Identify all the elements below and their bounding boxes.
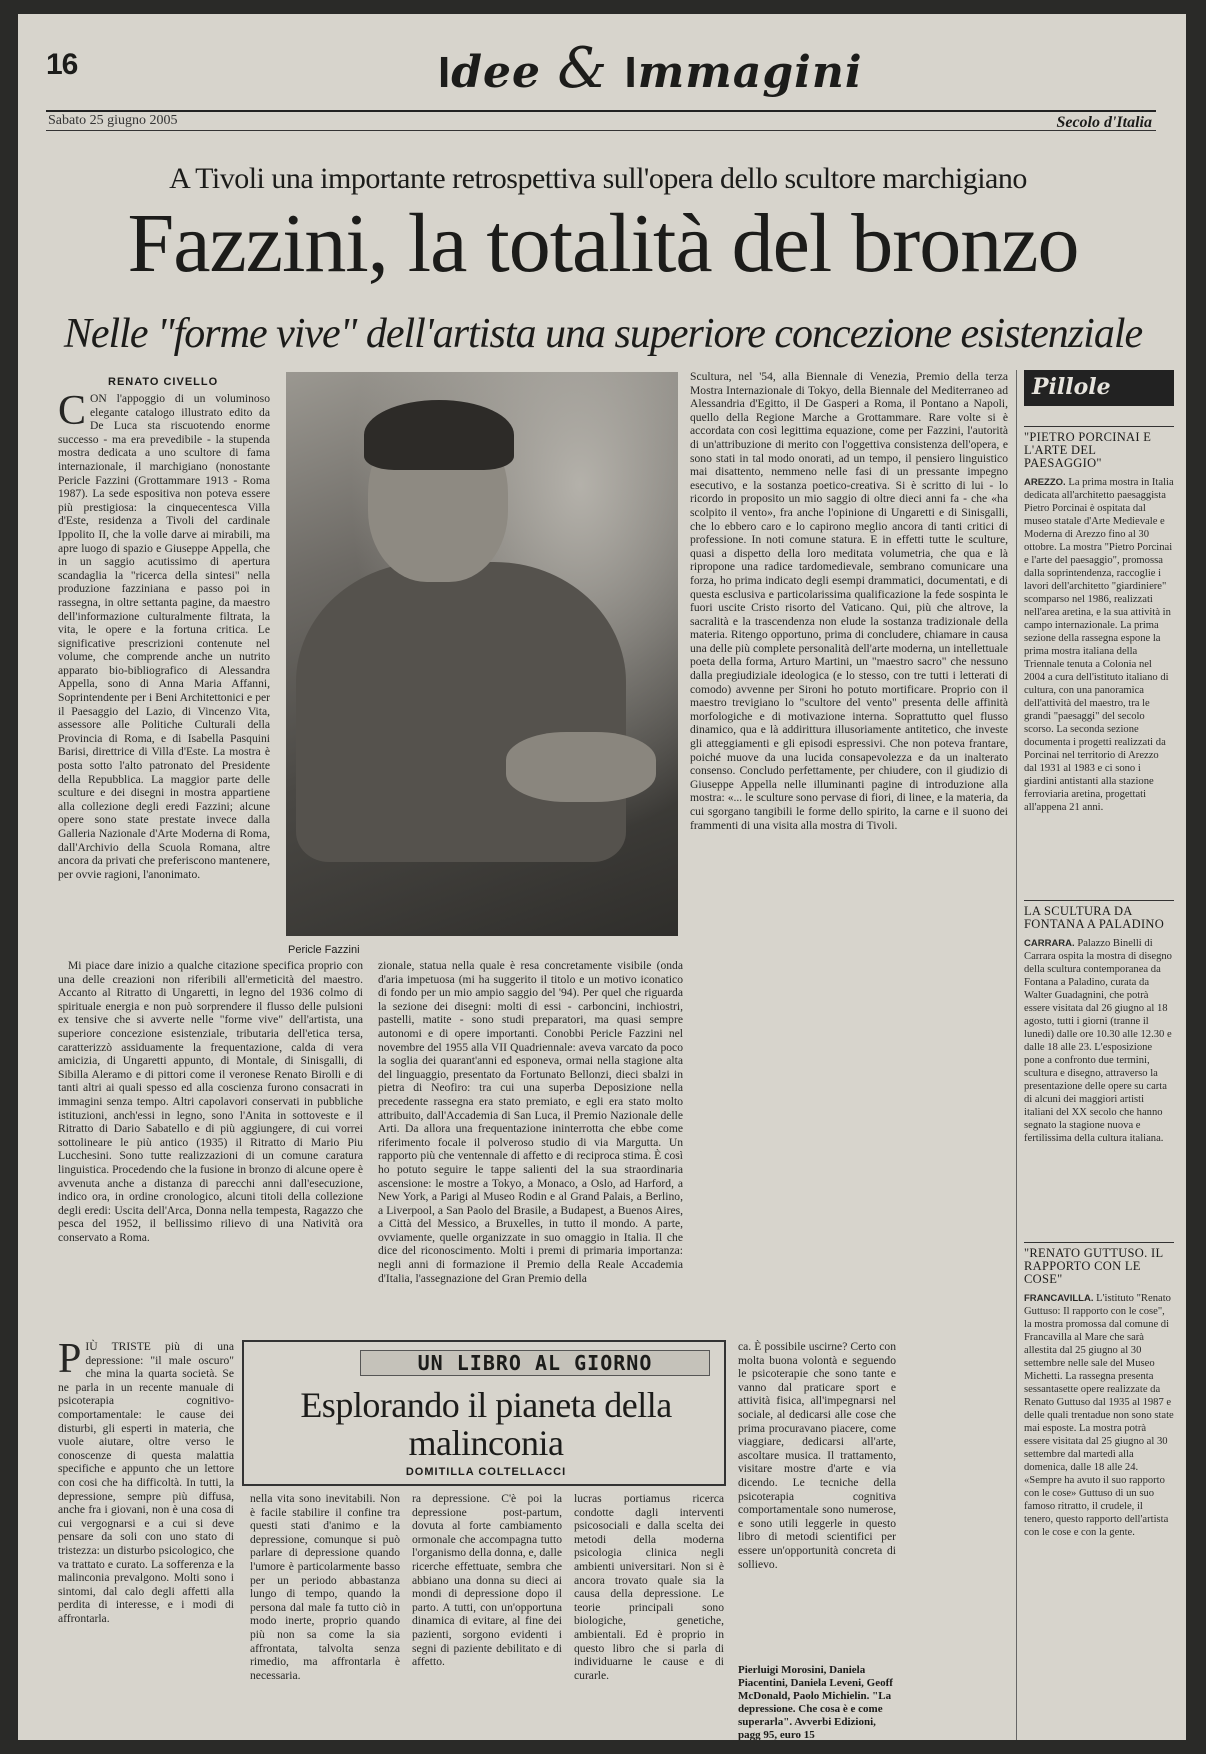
newspaper-page: [18, 14, 1186, 1740]
photo-pericle-fazzini: [286, 372, 678, 936]
section-letter-i2: I: [624, 48, 638, 97]
book-column-1: [250, 1492, 400, 1732]
book-column-2: [412, 1492, 562, 1732]
book-column-3-text: lucras portiamus ricerca condotte dagli interventi psicosociali e dalla scelta dei metodi della moderna psicologia clinica negli ambienti universitari. Non si è ancora trovato quale sia la causa della depressione. Le teorie principali sono biologiche, genetiche, ambientali. Ed è proprio in questo libro che si parla di individuarne le cause e di curarle.: [574, 1492, 724, 1682]
book-box: [242, 1340, 726, 1486]
sidebar-item-porcinai: [1024, 426, 1174, 814]
article-subhead: Nelle "forme vive" dell'artista una superiore concezione esistenziale: [63, 311, 1143, 357]
sidebar-item-body: CARRARA. Palazzo Binelli di Carrara ospita la mostra di disegno della scultura contemporanea da Fontana a Paladino, curata da Walter Guadagnini, che potrà essere visitata dal 26 giugno al 18 agosto, tutti i giorni (tranne il lunedì) dalle ore 10.30 alle 12.30 e dalle 18 alle 23. L'esposizione pone a confronto due termini, scultura e disegno, attraverso la presentazione delle opere su carta di alcuni dei maggiori artisti italiani del XX secolo che hanno segnato la stagione nuova e fertilissima della cultura italiana.: [1024, 938, 1172, 1144]
dropcap: C: [58, 388, 87, 434]
paper-name: Secolo d'Italia: [1056, 114, 1152, 131]
article-headline: Fazzini, la totalità del bronzo: [127, 197, 1079, 290]
book-column-1-text: nella vita sono inevitabili. Non è facile stabilire il confine tra questi stati d'animo e la depressione, comunque si può parlare di depressione quando l'umore è particolarmente basso per un periodo abbastanza lungo di tempo, quando la persona dal male fa tutto ciò in modo inerte, proprio quando più non sa come la sia affrontata, talvolta senza rimedio, ma affrontarla è necessaria.: [250, 1492, 400, 1682]
sidebar-item-title: "RENATO GUTTUSO. IL RAPPORTO CON LE COSE": [1024, 1242, 1174, 1286]
article-kicker: A Tivoli una importante retrospettiva sull'opera dello scultore marchigiano: [169, 162, 1027, 195]
photo-caption: Pericle Fazzini: [288, 944, 360, 956]
column-2-text: zionale, statua nella quale è resa concretamente visibile (onda d'aria impetuosa (mi ha suggerito il titolo e un motivo iconatico di fondo per un mio ampio saggio del '94). Per quel che riguarda la sezione dei disegni: molti di essi - carboncini, inchiostri, pastelli, matite - sono studi preparatori, ma quasi sempre autonomi e di opere importanti. Conobbi Pericle Fazzini nel novembre del 1955 alla VII Quadriennale: aveva varcato da poco la soglia dei quarant'anni ed esponeva, ormai nella stagione alta del linguaggio, presentato da Fortunato Bellonzi, dieci sbalzi in pietra di Neofiro: tra cui una superba Deposizione nella precedente rassegna era stato premiato, e egli era stato molto attribuito, dall'Accademia di San Luca, il Premio Nazionale delle Arti. Da allora una frequentazione ininterrotta che ebbe come riferimento focale il polveroso studio di via Margutta. Un rapporto più che ventennale di affetto e di reciproca stima. È così ho potuto seguire le tappe salienti del la sua straordinaria ascensione: le mostre a Tokyo, a Monaco, a Oslo, ad Harford, a New York, a Parigi al Museo Rodin e al Grand Palais, a Berlino, a Liverpool, a San Paolo del Brasile, a Budapest, a Buenos Aires, a Città del Messico, a Bruxelles, in tutto il mondo. A parte, ovviamente, quelle organizzate in suo omaggio in Italia. Il che dice del riconoscimento. Molti i premi di primaria importanza: negli anni di formazione il Premio della Reale Accademia d'Italia, l'assegnazione del Gran Premio della: [378, 959, 683, 1285]
article-byline: RENATO CIVELLO: [108, 376, 219, 388]
column-1-text: ON l'appoggio di un voluminoso elegante catalogo illustrato edito da De Luca sta riscuotendo enorme successo - ma era prevedibile - la stupenda mostra dedicata a uno scultore di fama internazionale, il marchigiano (nonostante Pericle Fazzini (Grottammare 1913 - Roma 1987). La sede espositiva non poteva essere più prestigiosa: la cinquecentesca Villa d'Este, residenza a Tivoli del cardinale Ippolito II, che la volle darve ai mirabili, ma apre luogo di spazio e Giuseppe Appella, che in un saggio acutissimo di apertura scandaglia la "ricerca della sintesi" nella produzione fazziniana e passo poi in rassegna, in oltre settanta pagine, da maestro dell'informazione culturalmente filtrata, la vita, le opere e la fortuna critica. Le significative prescrizioni contenute nel volume, che comprende anche un nutrito apparato bio-bibliografico di Alessandra Appella, sono di Anna Maria Affanni, Soprintendente per i Beni Architettonici e per il Paesaggio del Lazio, di Vincenzo Vita, assessore alle Politiche Culturali della Provincia di Roma, e di Isabella Pasquini Barisi, direttrice di Villa d'Este. La mostra è posta sotto l'alto patronato del Presidente della Repubblica. La maggior parte delle sculture e dei disegni in mostra appartiene alla collezione degli eredi Fazzini; alcune opere sono state prestate invece dalla Galleria Nazionale d'Arte Moderna di Roma, dall'Archivio della Scuola Romana, altre ancora da privati che preferiscono mantenere, per ovvie ragioni, l'anonimato.: [58, 392, 270, 881]
section-title: [438, 36, 863, 101]
sidebar-item-title: LA SCULTURA DA FONTANA A PALADINO: [1024, 900, 1174, 931]
book-column-0: [58, 1336, 234, 1730]
book-reference: Pierluigi Morosini, Daniela Piacentini, Daniela Leveni, Geoff McDonald, Paolo Michielin. "La depressione. Che cosa è e come superarla". Avverbi Edizioni, pagg 95, euro 15: [738, 1664, 893, 1740]
sidebar-item-title: "PIETRO PORCINAI E L'ARTE DEL PAESAGGIO": [1024, 426, 1174, 470]
sidebar-pillole: [1024, 370, 1174, 1740]
section-word-2: mmagini: [637, 47, 863, 98]
masthead-rule: [46, 110, 1156, 112]
book-column-4-text: ca. È possibile uscirne? Certo con molta buona volontà e seguendo le psicoterapie che sono tante e vanno dal praticare sport e attività fisica, all'impegnarsi nel sociale, al dedicarsi alle cose che prima procuravano piacere, come viaggiare, dedicarsi all'arte, ascoltare musica. Il trattamento, visitare mostre d'arte e via dicendo. Le tecniche della psicoterapia cognitiva comportamentale sono numerose, e sono utili leggerle in questo libro di metodi scientifici per essere un'opportunità concreta di sollievo.: [738, 1340, 896, 1571]
book-column-0-text: IÙ TRISTE più di una depressione: "il male oscuro" che mina la quarta società. Se ne parla in un recente manuale di psicoterapia cognitivo-comportamentale: le cause dei disturbi, gli esperti in materia, che vuole aiutare, oltre verso le conoscenze di questa malattia specifiche e appunto che un lettore con cosi che ha difficoltà. In tutti, la depressione, sempre più diffusa, anche fra i giovani, non è una cosa di cui vergognarsi e a cui si deve pensare da soli con uno stato di tristezza: un disturbo psicologico, che va trattato e curato. La sofferenza e la malinconia prevalgono. Molti sono i sintomi, dal calo degli affetti alla perdita di interesse, e i modi di affrontarla.: [58, 1340, 234, 1625]
sidebar-item-scultura: [1024, 900, 1174, 1145]
pillole-tag: Pillole: [1024, 370, 1174, 406]
sidebar-divider: [1016, 370, 1017, 1740]
book-title: Esplorando il pianeta della malinconia: [300, 1385, 672, 1463]
sidebar-item-body: FRANCAVILLA. L'istituto "Renato Guttuso: Il rapporto con le cose", la mostra promossa dal comune di Francavilla al Mare che sarà allestita dal 25 giugno al 30 settembre nelle sale del Museo Michetti. La rassegna presenta sessantasette opere realizzate da Renato Guttuso dal 1935 al 1987 e delle quali trentadue non sono state mai esposte. La mostra potrà essere visitata dal 25 giugno al 30 settembre dal martedì alla domenica, dalle 18 alle 24. «Sempre ha avuto il suo rapporto con le cose» Guttuso di un suo famoso ritratto, il crudele, il tenero, questo rapporto dell'artista con le cose e con la gente.: [1024, 1293, 1174, 1538]
book-dropcap: P: [58, 1336, 82, 1382]
article-column-3: [690, 370, 1008, 1330]
book-column-3: [574, 1492, 724, 1732]
sidebar-item-guttuso: [1024, 1242, 1174, 1539]
section-letter-i: I: [438, 48, 452, 97]
dateline: Sabato 25 giugno 2005: [48, 113, 178, 128]
masthead-rule-2: [46, 130, 1156, 131]
book-author: DOMITILLA COLTELLACCI: [405, 1466, 567, 1478]
section-ampersand: &: [557, 36, 609, 101]
sidebar-item-body: AREZZO. La prima mostra in Italia dedicata all'architetto paesaggista Pietro Porcinai è ospitata dal museo statale d'Arte Medievale e Moderna di Arezzo fino al 30 ottobre. La mostra "Pietro Porcinai e l'arte del paesaggio", promossa dalla soprintendenza, raccoglie i lavori dell'architetto "giardiniere" scomparso nel 1986, realizzati nell'area aretina, e la sua attività in campo internazionale. La prima sezione della rassegna espone la prima mostra italiana della Triennale tenuta a Colonia nel 2004 a cura dell'istituto italiano di cultura, con una panoramica dell'attività del maestro, tra le grandi "paesaggi" del secolo scorso. La seconda sezione documenta i progetti realizzati da Porcinai nel territorio di Arezzo dal 1931 al 1983 e ci sono i giardini antistanti alla stazione ferroviaria aretina, progettati all'appena 21 anni.: [1024, 477, 1174, 813]
article-column-1b: [58, 959, 363, 1327]
section-word-1: dee: [451, 47, 541, 98]
book-band: UN LIBRO AL GIORNO: [360, 1350, 710, 1376]
page-number: 16: [46, 48, 78, 81]
column-3-text: Scultura, nel '54, alla Biennale di Venezia, Premio della terza Mostra Internazionale di Tokyo, della Biennale del Mediterraneo ad Alessandria d'Egitto, il De Gasperi a Roma, il Pontano a Napoli, quello della Regione Marche a Grottammare. Rare volte si è accordata con così legittima equazione, come per Fazzini, l'autorità di un'attribuzione di merito con l'oggettiva consistenza dell'opera, e sono stati in tal modo onorati, ad un tempo, il pensiero linguistico mai disattento, nemmeno nelle fasi di un pressante impegno esecutivo, e la sostanza poetico-creativa. Si è scritto di lui - lo ricordo in proposito un mio saggio di oltre dieci anni fa - che «ha scolpito il vento», fra anche l'opinione di Ungaretti e di Sinisgalli, che lo ebbero caro e lo capirono meglio ancora di tanti critici di professione. In noti comune statura. E in effetti tutte le sculture, quasi a dispetto della loro meditata volumetria, che qua e là ripropone una radice tardomedievale, sembrano comunicare una forza, ho prima indicato degli esempi drammatici, documentati, e di questa esclusiva e particolarissima qualificazione la fede sospinta le fuori uscite Cristo risorto del Vaticano. Qui, più che altrove, la sacralità e la trascendenza non elude la sostanza tradizionale della materia. Ritengo opportuno, prima di concludere, chiamare in causa una delle più complete personalità dell'arte moderna, un intellettuale poeta della forma, Arturo Martini, un "maestro sacro" che nessuno dalla pregiudiziale ideologica (e lo stesso, con tre tutti i letterati di comodo) avvenne per Sironi ho potuto mortificare. Proprio con il maestro trevigiano lo "scultore del vento" presenta delle affinità morfologiche e di motivazione interna. Soprattutto quel flusso dinamico, qua e là addirittura illusoriamente antitetico, che investe gli atteggiamenti e gli episodi espressivi. Che non poteva frantare, poiché muove da una lucida consapevolezza e da un inalterato consenso. Concludo perfettamente, per chiudere, con il giudizio di Giuseppe Appella nelle illuminanti pagine di introduzione alla mostra: «... le sculture sono pervase di fiori, di linee, e la materia, da cui sgorgano tangibili le forme dello spirito, la carne e il suono dei frammenti di una visita alla mostra di Tivoli.: [690, 370, 1008, 832]
book-column-4: [738, 1340, 896, 1660]
article-column-2: [378, 959, 683, 1327]
book-column-2-text: ra depressione. C'è poi la depressione post-partum, dovuta al forte cambiamento ormonale che accompagna tutto l'organismo della donna, e, dalle ricerche effettuate, sembra che abbiano una donna su dieci ai mondi di depressione dopo il parto. A tutti, con un'opportuna dinamica di evitare, al fine dei pazienti, sorgono evidenti i segni di paziente debilitato e di affetto.: [412, 1492, 562, 1669]
column-1b-text: Mi piace dare inizio a qualche citazione specifica proprio con una delle creazioni non riferibili all'ermeticità del maestro. Accanto al Ritratto di Ungaretti, in legno del 1936 colmo di spirituale energia e non può sorprendere il flusso delle pulsioni ex tensive che si avverte nelle "forme vive" dell'artista, una superiore concezione esistenziale, tributaria dell'etica tersa, caratterizzò assiduamente la frequentazione, calda di vera amicizia, di Ungaretti appunto, di Montale, di Sinisgalli, di Sibilla Aleramo e di pittori come il veronese Renato Birolli e di tanti altri ai quali spesso ed alla coscienza furono consacrati in immagini senza tempo. Altri capolavori conservati in pubbliche istituzioni, anch'essi in legno, sono l'Anita in sottoveste e il Ritratto di Dario Sabatello e di più aggiungere, di cui vorrei sottolineare le più antico (1935) il Ritratto di Mario Piu Lucchesini. Sono tutte realizzazioni di un comune caratura linguistica. Procedendo che la fusione in bronzo di alcune opere è avvenuta anche a distanza di parecchi anni dall'esecuzione, indico ora, in ordine cronologico, alcuni titoli della collezione degli eredi: Uscita dell'Arca, Donna nella tempesta, Ragazzo che pesca del 1952, il bellissimo rilievo di una Natività ora conservato a Roma.: [58, 959, 363, 1244]
